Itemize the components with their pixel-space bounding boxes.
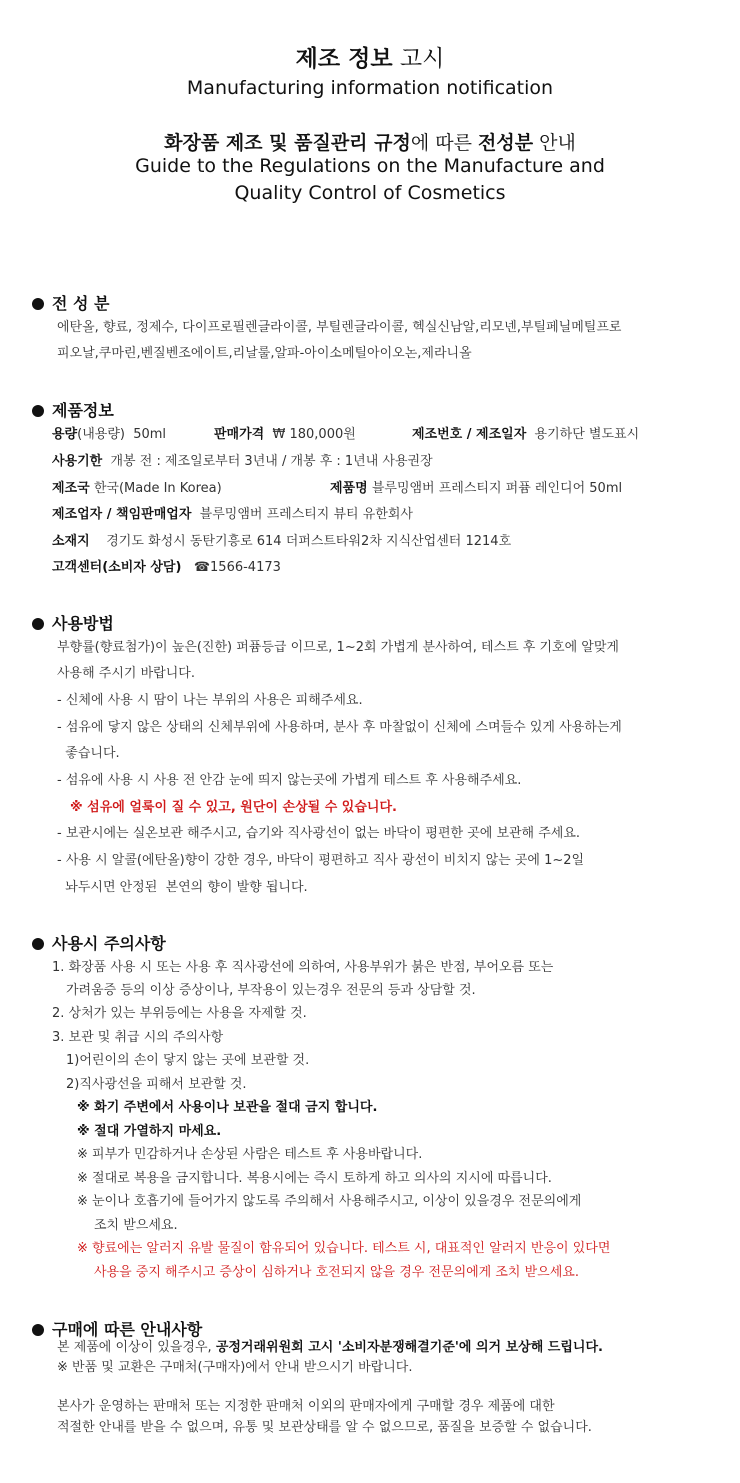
caution-line: 1)어린이의 손이 닿지 않는 곳에 보관할 것. [66,1053,310,1068]
lot-field [412,426,639,444]
caution-line: 2)직사광선을 피해서 보관할 것. [66,1077,247,1092]
purchase-line-3: 본사가 운영하는 판매처 또는 지정한 판매처 이외의 판매자에게 구매할 경우 제품에 대한 [57,1399,555,1414]
country-label: 제조국 [52,481,90,496]
product-info-heading [32,398,114,421]
price-field [214,426,356,444]
ingredients-title: 전 성 분 [52,294,110,313]
address-field [52,533,511,551]
caution-line-red: ※ 향료에는 알러지 유발 물질이 함유되어 있습니다. 테스트 시, 대표적인 알러지 반응이 있다면 [77,1241,611,1256]
address-value: 경기도 화성시 동탄기흥로 614 더퍼스트타워2차 지식산업센터 1214호 [106,534,512,549]
volume-label: 용량 [52,427,78,442]
usage-line: - 신체에 사용 시 땀이 나는 부위의 사용은 피해주세요. [57,693,363,708]
bullet-icon [32,298,44,310]
usage-title: 사용방법 [52,614,114,633]
volume-field [52,426,166,444]
usage-line: 부향률(향료첨가)이 높은(진한) 퍼퓸등급 이므로, 1~2회 가볍게 분사하여, 테스트 후 기호에 알맞게 [57,640,619,655]
volume-sub: (내용량) [77,427,125,442]
caution-line: 3. 보관 및 취급 시의 주의사항 [52,1030,224,1045]
caution-line: ※ 절대로 복용을 금지합니다. 복용시에는 즉시 토하게 하고 의사의 지시에 따릅니다. [77,1171,552,1186]
volume-value: 50ml [133,427,167,442]
bullet-icon [32,405,44,417]
caution-line-bold: ※ 화기 주변에서 사용이나 보관을 절대 금지 합니다. [77,1100,378,1115]
title-ko-bold: 제조 정보 [295,46,393,72]
usage-line: 사용해 주시기 바랍니다. [57,666,195,681]
expiry-value: 개봉 전 : 제조일로부터 3년내 / 개봉 후 : 1년내 사용권장 [110,454,433,469]
ingredients-heading [32,291,110,314]
usage-line: 좋습니다. [57,746,120,761]
ingredients-line-2: 피오날,쿠마린,벤질벤조에이트,리날룰,알파-아이소메틸아이오논,제라니올 [57,346,472,361]
expiry-label: 사용기한 [52,454,103,469]
caution-line: 조치 받으세요. [94,1218,178,1233]
caution-line-bold: ※ 절대 가열하지 마세요. [77,1124,222,1139]
purchase-line-1 [57,1339,603,1357]
purchase-line-4: 적절한 안내를 받을 수 없으며, 유통 및 보관상태를 알 수 없으므로, 품질을 보증할 수 없습니다. [57,1420,592,1435]
guide-heading-ko [0,128,740,155]
country-value: 한국(Made In Korea) [93,481,222,496]
maker-value: 블루밍앰버 프레스티지 뷰티 유한회사 [199,507,413,522]
bullet-icon [32,618,44,630]
cautions-title: 사용시 주의사항 [52,934,166,953]
product-name-label: 제품명 [330,481,368,496]
purchase-title: 구매에 따른 안내사항 [52,1320,203,1339]
ingredients-line-1: 에탄올, 향료, 정제수, 다이프로필렌글라이콜, 부틸렌글라이콜, 헥실신남알,리모넨,부틸페닐메틸프로 [57,320,622,335]
guide-ko-end: 안내 [533,132,576,154]
caution-line: 1. 화장품 사용 시 또는 사용 후 직사광선에 의하여, 사용부위가 붉은 반점, 부어오름 또는 [52,960,554,975]
guide-ko-bold: 화장품 제조 및 품질관리 규정 [164,132,411,154]
usage-line: - 사용 시 알콜(에탄올)향이 강한 경우, 바닥이 평편하고 직사 광선이 비치지 않는 곳에 1~2일 [57,853,585,868]
title-ko-rest: 고시 [392,46,445,72]
page-subtitle-en: Manufacturing information notification [186,77,554,99]
country-field [52,480,222,498]
customer-center-label: 고객센터(소비자 상담) [52,560,182,575]
maker-label: 제조업자 / 책임판매업자 [52,507,192,522]
usage-line: 놔두시면 안정된 본연의 향이 발향 됩니다. [57,880,308,895]
usage-line: - 보관시에는 실온보관 해주시고, 습기와 직사광선이 없는 바닥이 평편한 곳에 보관해 주세요. [57,826,581,841]
caution-line-red: 사용을 중지 해주시고 증상이 심하거나 호전되지 않을 경우 전문의에게 조치 받으세요. [94,1265,579,1280]
customer-center-field [52,559,281,577]
purchase-heading [32,1317,202,1340]
address-label: 소재지 [52,534,90,549]
usage-heading [32,611,114,634]
usage-line: - 섬유에 닿지 않은 상태의 신체부위에 사용하며, 분사 후 마찰없이 신체에 스며들수 있게 사용하는게 [57,720,622,735]
usage-line: - 섬유에 사용 시 사용 전 안감 눈에 띄지 않는곳에 가볍게 테스트 후 사용해주세요. [57,773,522,788]
customer-center-phone: ☎1566-4173 [193,560,281,575]
price-value: ₩ 180,000원 [272,427,356,442]
product-name-field [330,480,622,498]
purchase-line-1-pre: 본 제품에 이상이 있을경우, [57,1340,216,1355]
guide-ko-bold2: 전성분 [478,132,534,154]
lot-value: 용기하단 별도표시 [534,427,640,442]
bullet-icon [32,938,44,950]
page-title [0,40,740,73]
cautions-heading [32,931,166,954]
caution-line: 2. 상처가 있는 부위등에는 사용을 자제할 것. [52,1006,307,1021]
product-info-title: 제품정보 [52,401,114,420]
purchase-line-1-bold: 공정거래위원회 고시 '소비자분쟁해결기준'에 의거 보상해 드립니다. [215,1340,603,1355]
guide-ko-mid: 에 따른 [410,132,479,154]
usage-warning-red: ※ 섬유에 얼룩이 질 수 있고, 원단이 손상될 수 있습니다. [70,800,397,815]
lot-label: 제조번호 / 제조일자 [412,427,527,442]
caution-line: ※ 피부가 민감하거나 손상된 사람은 테스트 후 사용바랍니다. [77,1147,423,1162]
bullet-icon [32,1324,44,1336]
expiry-field [52,453,433,471]
maker-field [52,506,413,524]
caution-line: ※ 눈이나 호흡기에 들어가지 않도록 주의해서 사용해주시고, 이상이 있을경우 전문의에게 [77,1194,582,1209]
guide-heading-en-1: Guide to the Regulations on the Manufacture and [135,155,605,177]
product-name-value: 블루밍앰버 프레스티지 퍼퓸 레인디어 50ml [371,481,623,496]
price-label: 판매가격 [214,427,265,442]
guide-heading-en-2: Quality Control of Cosmetics [234,182,506,204]
caution-line: 가려움증 등의 이상 증상이나, 부작용이 있는경우 전문의 등과 상담할 것. [66,983,476,998]
purchase-line-2: ※ 반품 및 교환은 구매처(구매자)에서 안내 받으시기 바랍니다. [57,1360,413,1375]
